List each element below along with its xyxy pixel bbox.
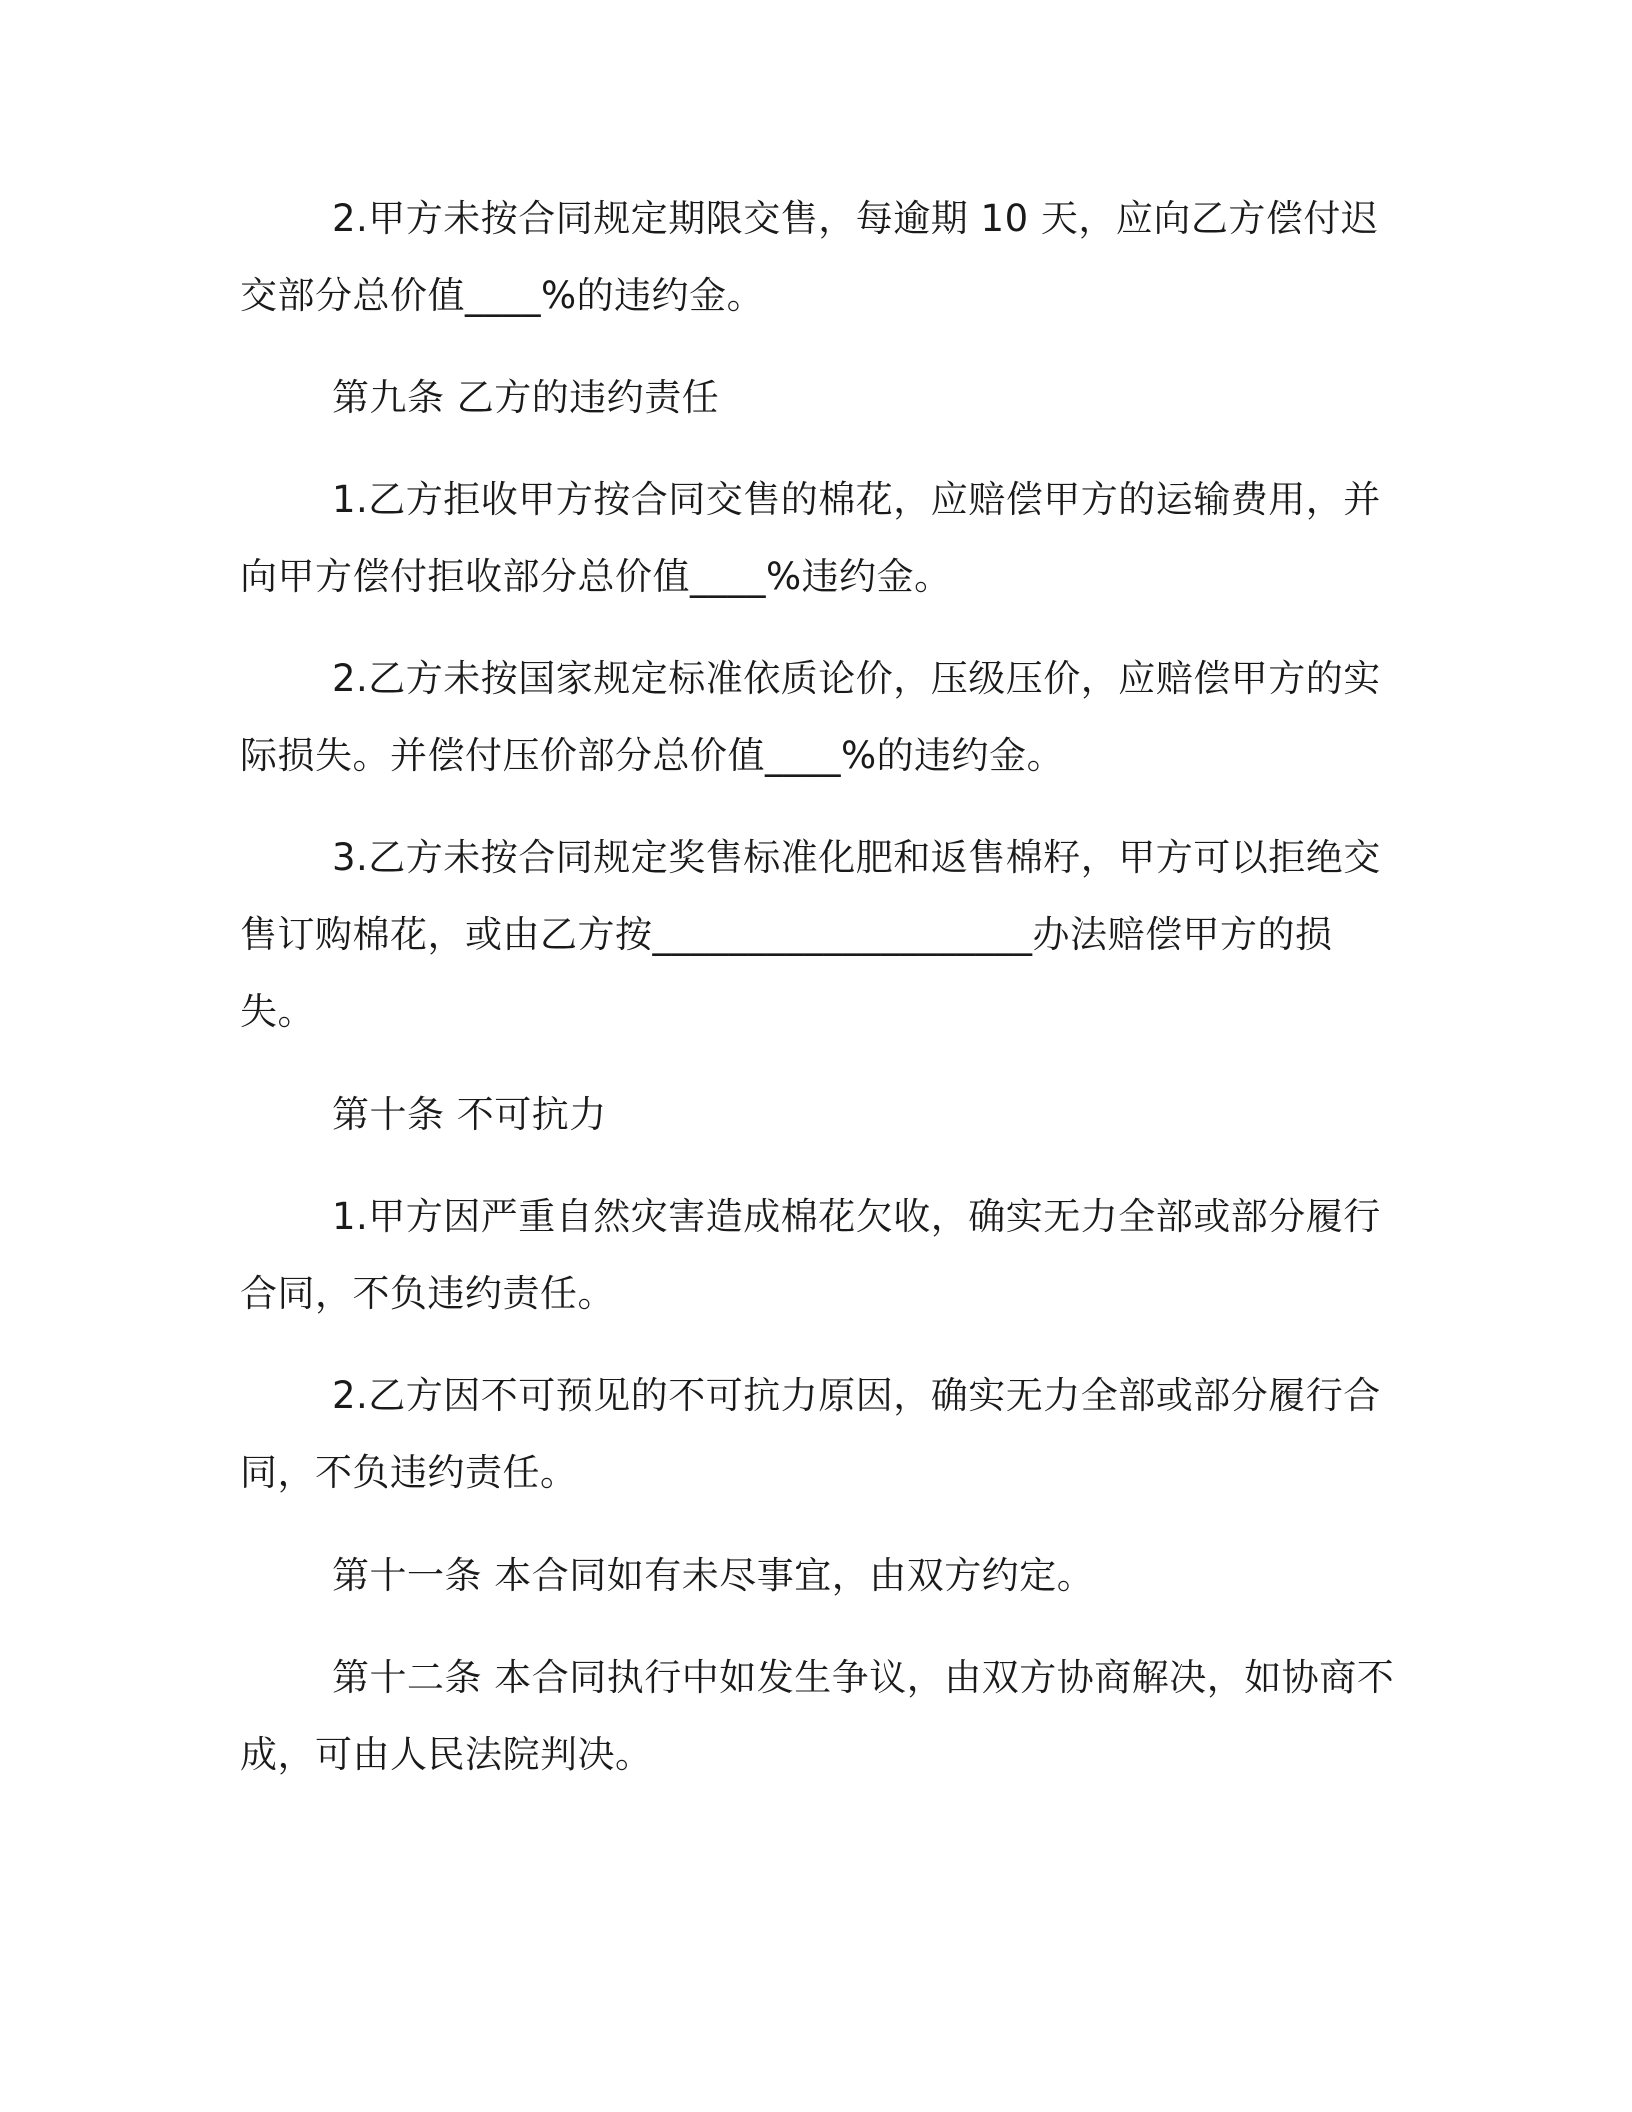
clause-9-heading: 第九条 乙方的违约责任 xyxy=(332,376,720,419)
clause-9-item-1-line-1: 1.乙方拒收甲方按合同交售的棉花，应赔偿甲方的运输费用，并 xyxy=(332,478,1381,521)
clause-9-item-2-line-2: 际损失。并偿付压价部分总价值____%的违约金。 xyxy=(240,734,1065,777)
clause-9-item-1-line-2: 向甲方偿付拒收部分总价值____%违约金。 xyxy=(240,555,952,598)
clause-12-line-2: 成，可由人民法院判决。 xyxy=(240,1733,653,1776)
clause-9-item-3-line-3: 失。 xyxy=(240,990,315,1033)
clause-9-item-3-line-1: 3.乙方未按合同规定奖售标准化肥和返售棉籽，甲方可以拒绝交 xyxy=(332,836,1381,879)
clause-8-item-2-line-1: 2.甲方未按合同规定期限交售，每逾期 10 天，应向乙方偿付迟 xyxy=(332,197,1379,240)
clause-10-item-2-line-2: 同，不负违约责任。 xyxy=(240,1451,578,1494)
clause-8-item-2-line-2: 交部分总价值____%的违约金。 xyxy=(240,274,765,317)
clause-10-item-1-line-2: 合同，不负违约责任。 xyxy=(240,1272,615,1315)
clause-10-item-1-line-1: 1.甲方因严重自然灾害造成棉花欠收，确实无力全部或部分履行 xyxy=(332,1195,1381,1238)
clause-9-item-3-line-2: 售订购棉花，或由乙方按____________________办法赔偿甲方的损 xyxy=(240,913,1333,956)
clause-11: 第十一条 本合同如有未尽事宜，由双方约定。 xyxy=(332,1554,1095,1597)
clause-9-item-2-line-1: 2.乙方未按国家规定标准依质论价，压级压价，应赔偿甲方的实 xyxy=(332,657,1381,700)
clause-10-item-2-line-1: 2.乙方因不可预见的不可抗力原因，确实无力全部或部分履行合 xyxy=(332,1374,1381,1417)
clause-10-heading: 第十条 不可抗力 xyxy=(332,1093,607,1136)
clause-12-line-1: 第十二条 本合同执行中如发生争议，由双方协商解决，如协商不 xyxy=(332,1656,1395,1699)
